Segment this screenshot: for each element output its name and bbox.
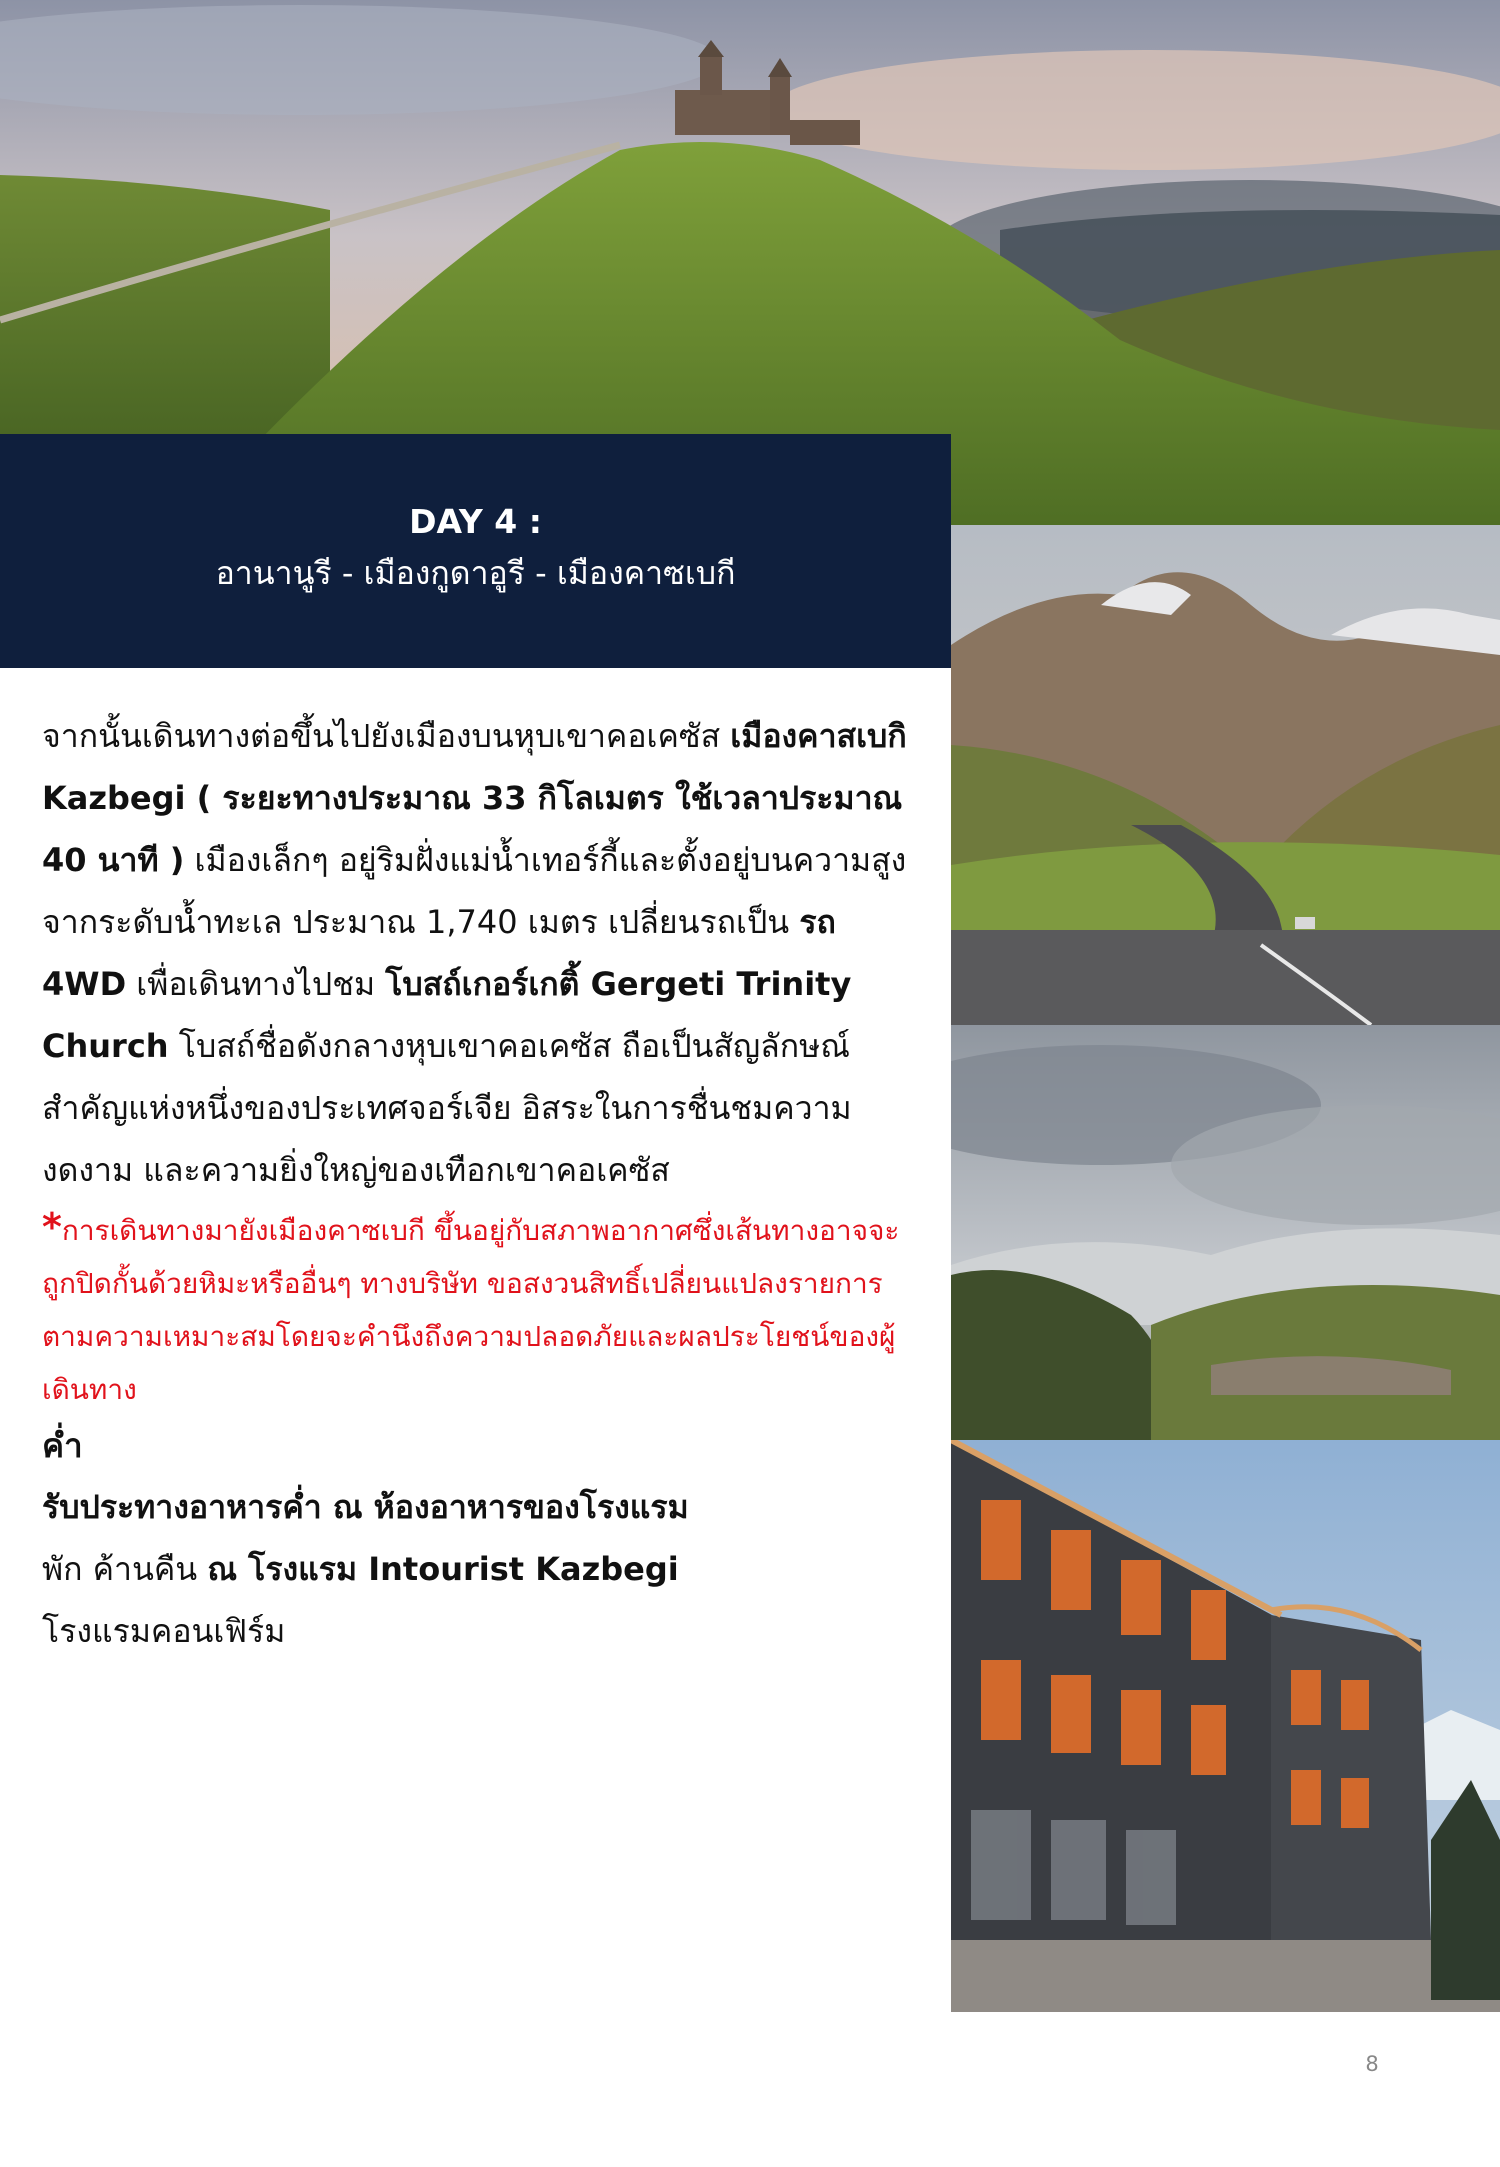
photo-intourist-kazbegi-hotel: [951, 1440, 1500, 2012]
description-kazbegi: เมืองคาสเบกิ Kazbegi ( ระยะทางประมาณ 33 กิโลเมตร ใช้เวลาประมาณ 40 นาที ): [42, 717, 907, 879]
accommodation-prefix: พัก ค้านคืน: [42, 1550, 208, 1588]
warning-text: การเดินทางมายังเมืองคาซเบกี ขึ้นอยู่กับสภาพอากาศซึ่งเส้นทางอาจจะถูกปิดกั้นด้วยหิมะหรืออื่นๆ ทางบริษัท ขอสงวนสิทธิ์เปลี่ยนแปลงรายการตามความเหมาะสมโดยจะคำนึงถึงความปลอดภัยและผลประโยชน์ของผู้เดินทาง: [42, 1214, 900, 1406]
description-visit: เพื่อเดินทางไปชม: [126, 965, 386, 1003]
description-town: เมืองเล็กๆ อยู่ริมฝั่งแม่น้ำเทอร์กี้และตั้งอยู่บนความสูงจากระดับน้ำทะเล ประมาณ 1,740 เมตร เปลี่ยนรถเป็น: [42, 841, 907, 941]
description-church-info: โบสถ์ชื่อดังกลางหุบเขาคอเคซัส ถือเป็นสัญลักษณ์สำคัญแห่งหนึ่งของประเทศจอร์เจีย อิสระในการชื่นชมความงดงาม และความยิ่งใหญ่ของเทือกเขาคอเคซัส: [42, 1027, 852, 1189]
description-church: โบสถ์เกอร์เกติ้ Gergeti Trinity Church: [42, 965, 852, 1065]
photo-kazbegi-village: [951, 1025, 1500, 1440]
description-intro: จากนั้นเดินทางต่อขึ้นไปยังเมืองบนหุบเขาคอเคซัส: [42, 717, 731, 755]
page-number: 8: [1365, 2052, 1379, 2076]
day-title-banner: [0, 434, 951, 668]
accommodation-hotel: ณ โรงแรม Intourist Kazbegi: [207, 1550, 679, 1588]
hotel-confirmation: โรงแรมคอนเฟิร์ม: [42, 1612, 286, 1650]
day-description: [42, 705, 927, 1201]
dinner-text: รับประทางอาหารค่ำ ณ ห้องอาหารของโรงแรม: [42, 1488, 689, 1526]
description-4wd: รถ 4WD: [42, 903, 836, 1003]
day-label: DAY 4 :: [409, 502, 542, 541]
dinner-heading: ค่ำ: [42, 1426, 83, 1465]
warning-asterisk: *: [42, 1205, 62, 1249]
photo-mountain-road: [951, 525, 1500, 1025]
itinerary-body: [42, 705, 927, 1662]
route-title: อานานูรี - เมืองกูดาอูรี - เมืองคาซเบกี: [215, 553, 736, 592]
accommodation-line: [42, 1538, 927, 1600]
weather-warning: [42, 1201, 927, 1416]
